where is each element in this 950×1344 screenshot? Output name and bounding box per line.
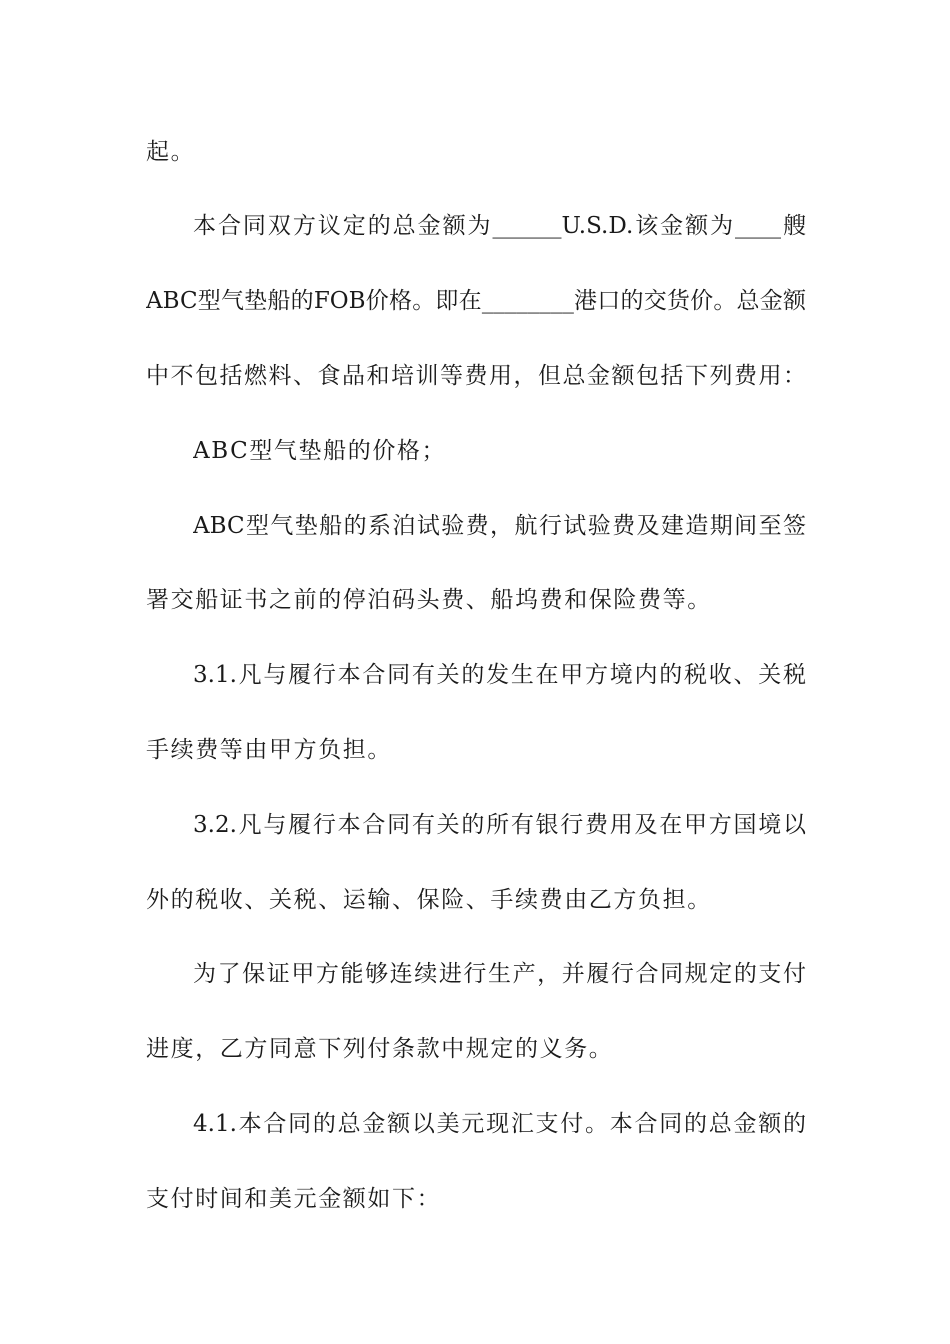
text-line: 外的税收、关税、运输、保险、手续费由乙方负担。 xyxy=(146,887,712,913)
text-line: 起。 xyxy=(146,139,196,165)
text-line: 署交船证书之前的停泊码头费、船坞费和保险费等。 xyxy=(146,587,712,613)
text-line: 中不包括燃料、食品和培训等费用，但总金额包括下列费用： xyxy=(146,363,806,389)
text-line: 支付时间和美元金额如下： xyxy=(146,1186,442,1212)
text-line: ABC型气垫船的系泊试验费，航行试验费及建造期间至签 xyxy=(193,513,806,539)
text-line: 为了保证甲方能够连续进行生产，并履行合同规定的支付 xyxy=(193,961,806,987)
text-line: 4.1.本合同的总金额以美元现汇支付。本合同的总金额的 xyxy=(193,1111,806,1137)
text-line: 手续费等由甲方负担。 xyxy=(146,737,392,763)
text-line: ABC型气垫船的价格； xyxy=(193,438,447,464)
text-line: 进度，乙方同意下列付条款中规定的义务。 xyxy=(146,1036,614,1062)
text-line: 本合同双方议定的总金额为______U.S.D.该金额为____艘 xyxy=(193,213,806,239)
text-line: ABC型气垫船的FOB价格。即在________港口的交货价。总金额 xyxy=(146,288,806,314)
text-line: 3.2.凡与履行本合同有关的所有银行费用及在甲方国境以 xyxy=(193,812,806,838)
text-line: 3.1.凡与履行本合同有关的发生在甲方境内的税收、关税 xyxy=(193,662,806,688)
